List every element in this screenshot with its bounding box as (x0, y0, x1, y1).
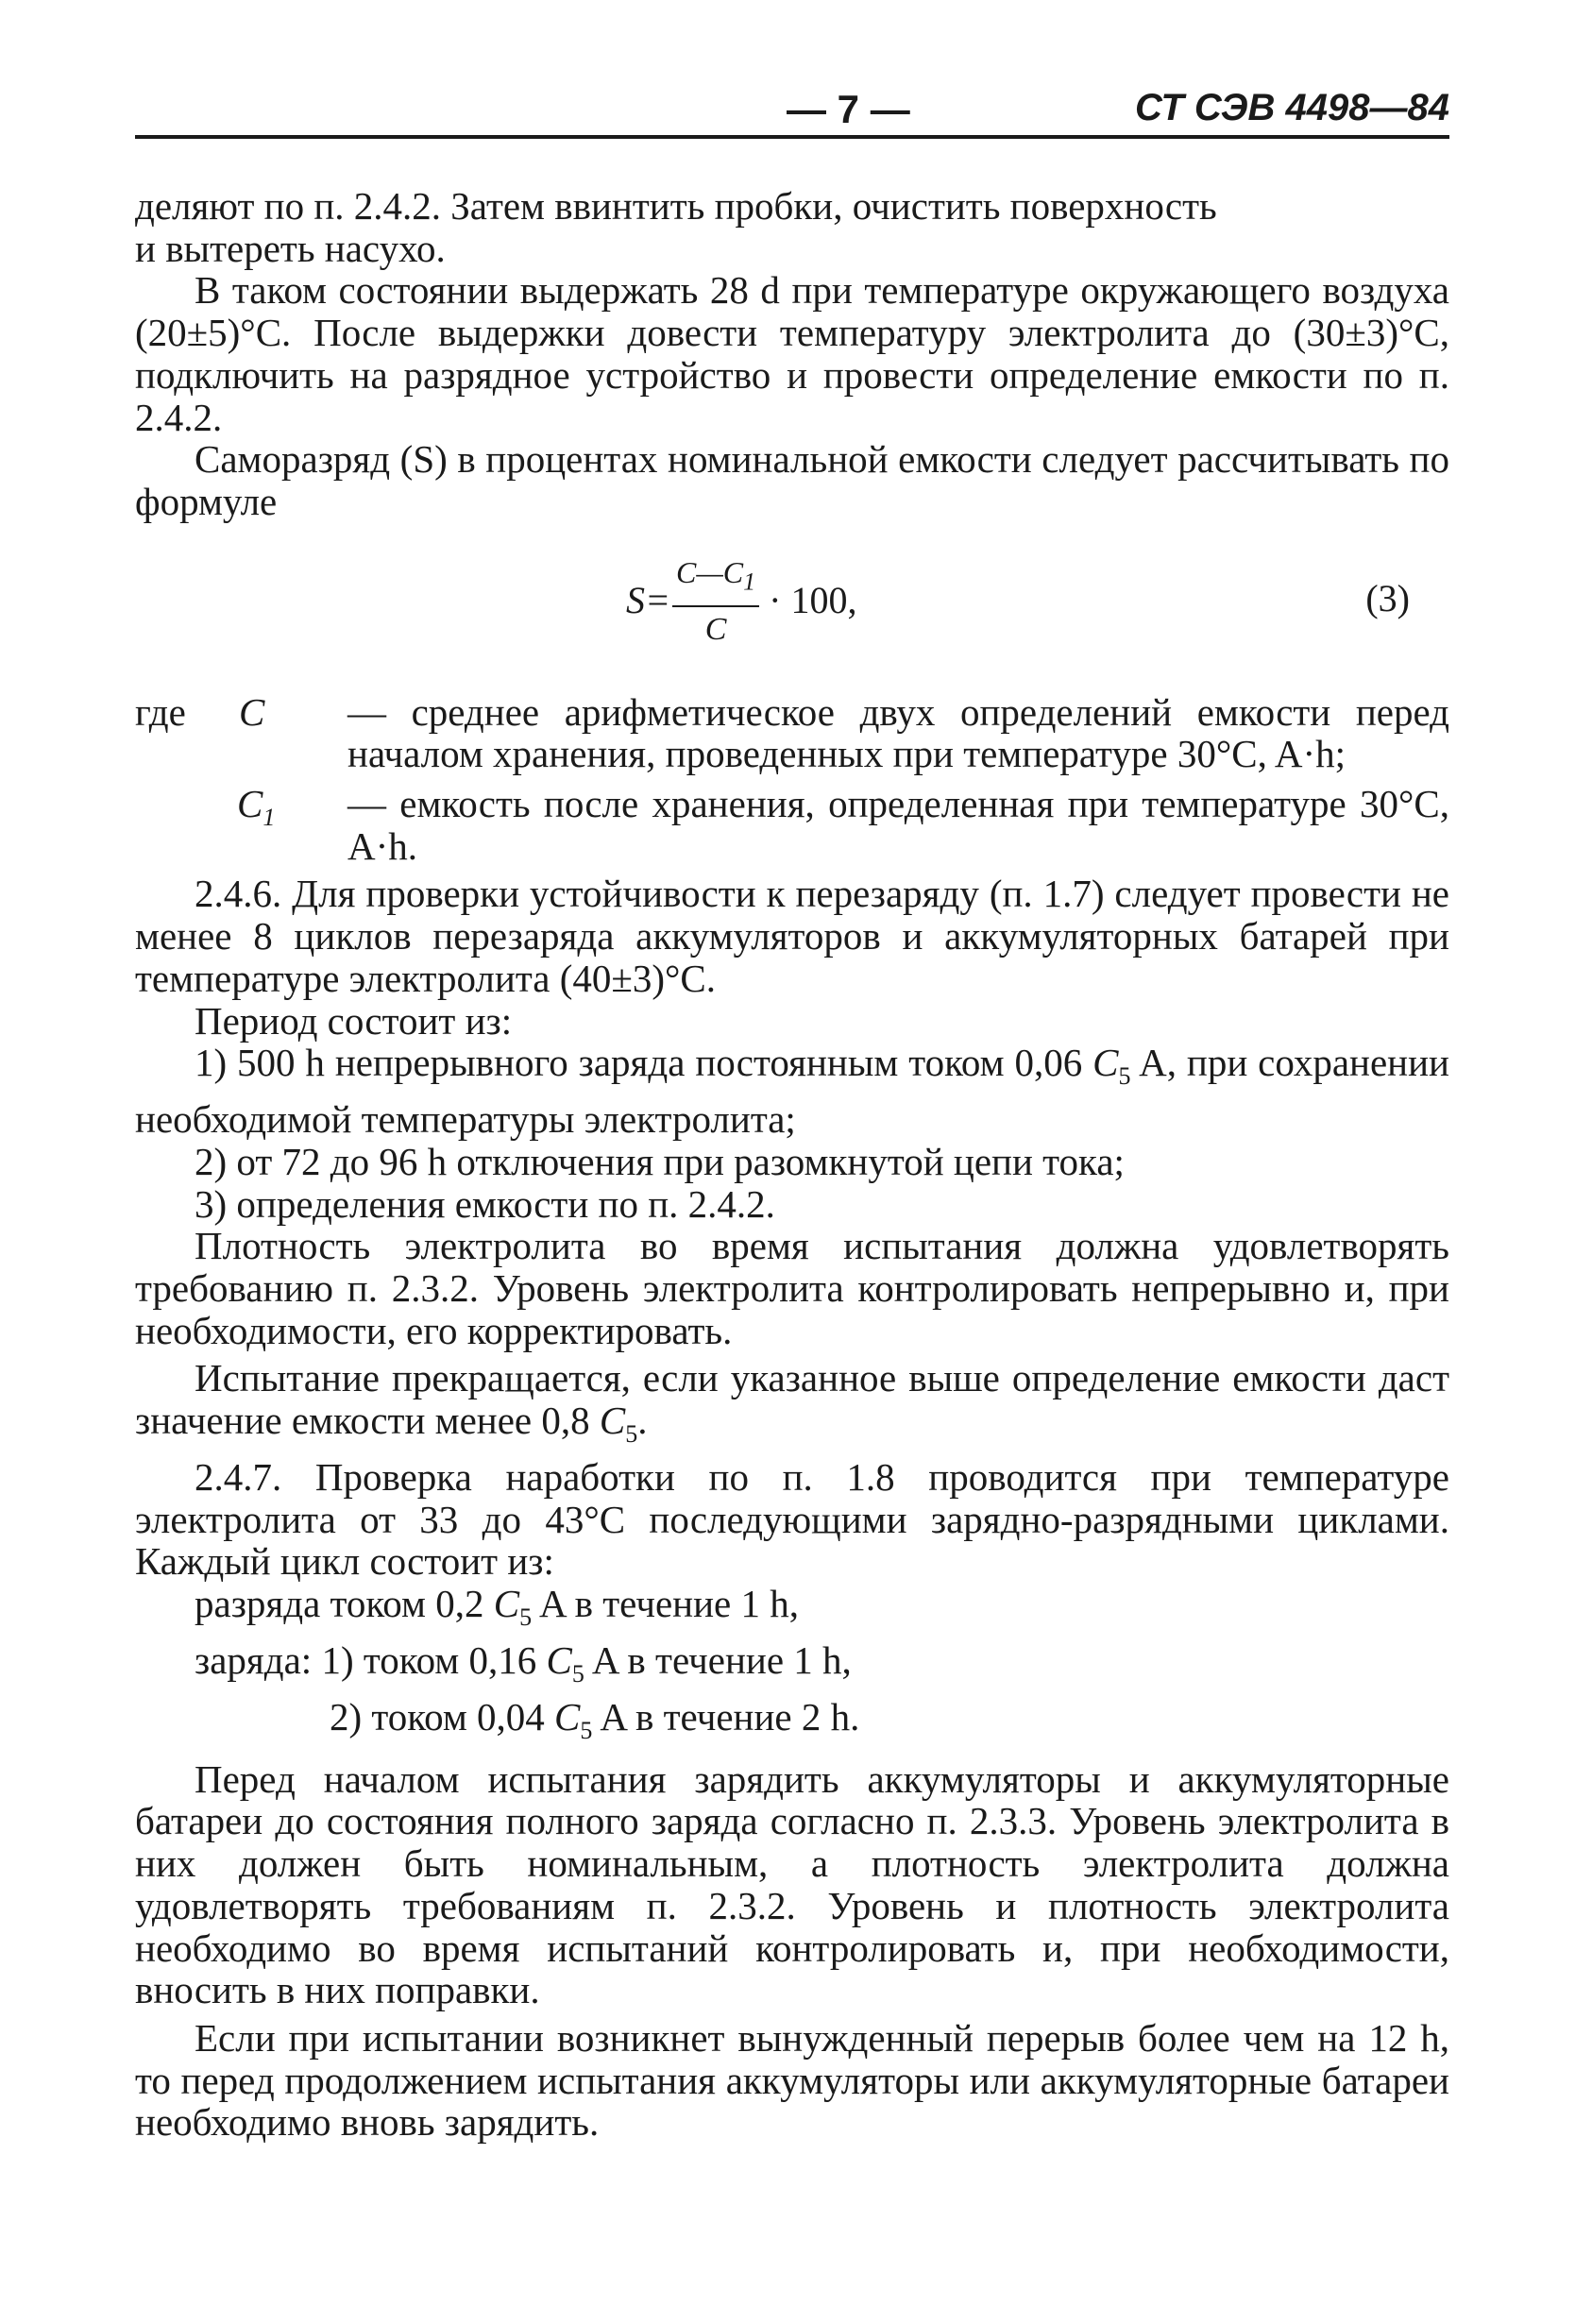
definition-text: — емкость после хранения, определенная при температуре 30°C, A·h. (347, 782, 1449, 868)
where-block (135, 691, 1449, 868)
cycle-text: A в течение 2 h. (592, 1694, 860, 1739)
symbol-letter: C (237, 782, 263, 826)
item-subscript: 5 (1118, 1062, 1131, 1091)
paragraph-stop (135, 1357, 1449, 1456)
item-text: 1) 500 h непрерывного заряда постоянным током 0,06 (195, 1041, 1093, 1085)
cycle-subscript: 5 (519, 1603, 533, 1632)
formula-numerator (672, 551, 759, 607)
item-text: A, при сохранении необходимой температуры электролита; (135, 1041, 1449, 1142)
cycle-text: A в течение 1 h, (532, 1582, 799, 1626)
list-item-2: 2) от 72 до 96 h отключения при разомкнутой цепи тока; (195, 1139, 1125, 1183)
cycle-discharge (135, 1583, 1449, 1639)
cycle-symbol: C (554, 1694, 581, 1739)
formula-denominator: C (704, 611, 727, 647)
paragraph-density: Плотность электролита во время испытания должна удовлетворять требованию п. 2.3.2. Уровень электролита контролировать непрерывно и, при необходимости, его корректировать. (135, 1224, 1449, 1352)
definition-c (135, 691, 1449, 775)
cycle-text: A в течение 1 h, (584, 1637, 852, 1682)
formula-rhs: · 100, (769, 579, 857, 622)
definition-symbol: C (239, 689, 265, 734)
numerator-subscript: 1 (743, 568, 756, 596)
section-2-4-6-intro: 2.4.6. Для проверки устойчивости к перезаряду (п. 1.7) следует провести не менее 8 циклов перезаряда аккумуляторов и аккумуляторных батарей при температуре электролита (40±3)°С. (135, 872, 1449, 1000)
item-symbol: C (1092, 1041, 1119, 1085)
document-body (135, 185, 1449, 2144)
section-2-4-7-intro: 2.4.7. Проверка наработки по п. 1.8 проводится при температуре электролита от 33 до 43°С последующими зарядно-разрядными циклами. Каждый цикл состоит из: (135, 1454, 1449, 1584)
cycle-text: 2) током 0,04 (330, 1694, 555, 1739)
formula-lhs: S= (626, 579, 670, 622)
list-item-3: 3) определения емкости по п. 2.4.2. (195, 1181, 775, 1226)
definition-symbol (237, 783, 275, 840)
stop-text: Испытание прекращается, если указанное выше определение емкости даст значение емкости менее 0,8 (135, 1356, 1449, 1443)
formula-block (135, 531, 1449, 672)
numerator-text: C—C (676, 554, 744, 589)
paragraph-interruption: Если при испытании возникнет вынужденный перерыв более чем на 12 h, то перед продолжением испытания аккумуляторы или аккумуляторные батареи необходимо вновь зарядить. (135, 2015, 1449, 2145)
document-code: СТ СЭВ 4498—84 (1134, 87, 1449, 128)
cycle-symbol: C (493, 1582, 520, 1626)
cycle-text: заряда: 1) током 0,16 (195, 1637, 547, 1682)
paragraph-line: деляют по п. 2.4.2. Затем ввинтить пробки, очистить поверхность (135, 184, 1217, 228)
period-heading: Период состоит из: (195, 998, 513, 1043)
page-number: — 7 — (787, 87, 910, 131)
paragraph-storage: В таком состоянии выдержать 28 d при температуре окружающего воздуха (20±5)°С. После выдержки довести температуру электролита до (30±3)°С, подключить на разрядное устройство и провести определение емкости по п. 2.4.2. (135, 268, 1449, 439)
paragraph-continuation (135, 185, 1449, 269)
self-discharge-formula (626, 551, 856, 652)
list-item-1 (135, 1042, 1449, 1141)
stop-subscript: 5 (625, 1420, 638, 1449)
stop-text: . (637, 1399, 648, 1443)
where-label: где (135, 689, 186, 734)
paragraph-line: и вытереть насухо. (135, 226, 446, 270)
cycle-subscript: 5 (580, 1717, 593, 1745)
cycle-subscript: 5 (571, 1660, 584, 1688)
symbol-subscript: 1 (263, 804, 276, 832)
definition-c1 (135, 783, 1449, 867)
page-header (135, 87, 1449, 134)
cycle-symbol: C (546, 1637, 572, 1682)
formula-fraction (672, 551, 759, 652)
definition-text: — среднее арифметическое двух определений емкости перед началом хранения, проведенных при температуре 30°C, A·h; (347, 689, 1449, 776)
equation-number: (3) (1365, 576, 1410, 619)
header-rule (135, 135, 1449, 139)
paragraph-self-discharge: Саморазряд (S) в процентах номинальной емкости следует рассчитывать по формуле (135, 437, 1449, 523)
stop-symbol: C (599, 1399, 626, 1443)
cycle-text: разряда током 0,2 (195, 1582, 494, 1626)
cycle-charge-1 (135, 1639, 1449, 1696)
paragraph-before-test: Перед началом испытания зарядить аккумуляторы и аккумуляторные батареи до состояния полного заряда согласно п. 2.3.3. Уровень электролита в них должен быть номинальным, а плотность электролита должна удовлетворять требованиям п. 2.3.2. Уровень и плотность электролита необходимо во время испытаний контролировать и, при необходимости, вносить в них поправки. (135, 1756, 1449, 2012)
cycle-charge-2 (135, 1696, 1449, 1753)
